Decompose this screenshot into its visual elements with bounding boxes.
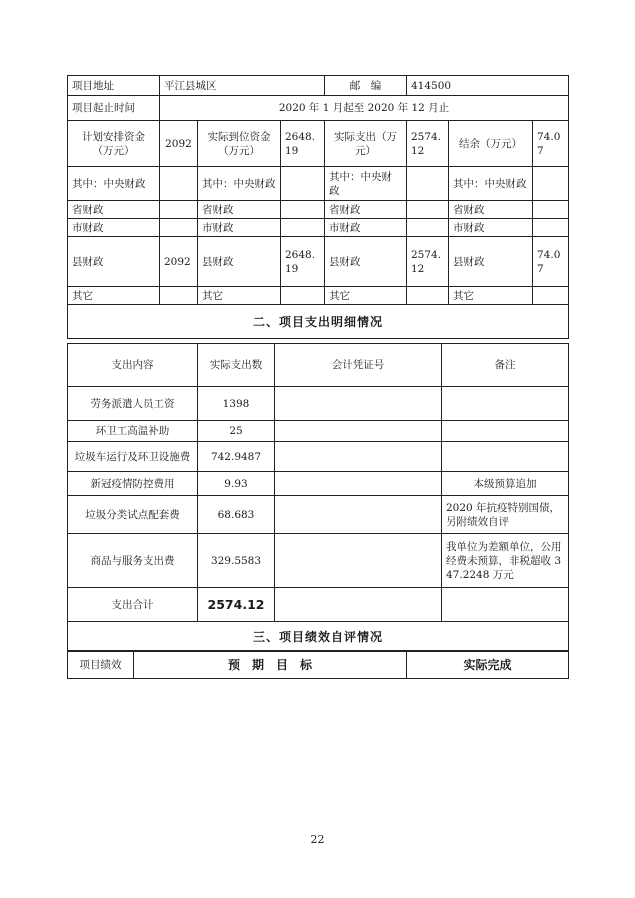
performance-header-row bbox=[68, 651, 569, 679]
funding-cell: 省财政 bbox=[449, 201, 533, 219]
funding-cell bbox=[281, 219, 325, 237]
section3-title: 三、项目绩效自评情况 bbox=[68, 622, 569, 652]
table-row bbox=[68, 534, 569, 588]
expenditure-header-row bbox=[68, 344, 569, 387]
funding-cell: 县财政 bbox=[449, 237, 533, 287]
total-note bbox=[442, 588, 569, 622]
funding-cell: 其中：中央财政 bbox=[325, 167, 407, 201]
funding-cell bbox=[533, 167, 569, 201]
funding-cell: 2092 bbox=[160, 237, 198, 287]
funding-cell: 县财政 bbox=[68, 237, 160, 287]
postcode-value: 414500 bbox=[407, 76, 569, 96]
funding-row-municipal bbox=[68, 219, 569, 237]
total-row bbox=[68, 588, 569, 622]
period-label: 项目起止时间 bbox=[68, 96, 160, 121]
planned-funds-value: 2092 bbox=[160, 121, 198, 167]
balance-value: 74.07 bbox=[533, 121, 569, 167]
section2-title-row bbox=[68, 305, 569, 339]
expected-target-header: 预 期 目 标 bbox=[134, 651, 407, 679]
funding-row-provincial bbox=[68, 201, 569, 219]
postcode-label: 邮 编 bbox=[325, 76, 407, 96]
actual-completion-header: 实际完成 bbox=[407, 651, 569, 679]
total-voucher bbox=[275, 588, 442, 622]
funding-cell bbox=[407, 219, 449, 237]
expense-item: 新冠疫情防控费用 bbox=[68, 472, 198, 496]
expense-note: 2020 年抗疫特别国债，另附绩效自评 bbox=[442, 496, 569, 534]
expense-note: 我单位为差额单位，公用经费未预算，非税超收 347.2248 万元 bbox=[442, 534, 569, 588]
funding-cell: 省财政 bbox=[198, 201, 281, 219]
funding-cell bbox=[281, 201, 325, 219]
table-row bbox=[68, 442, 569, 472]
expenditure-table bbox=[67, 343, 569, 652]
funding-cell: 2574.12 bbox=[407, 237, 449, 287]
expense-amount: 25 bbox=[198, 421, 275, 442]
performance-label: 项目绩效 bbox=[68, 651, 134, 679]
funding-row-county bbox=[68, 237, 569, 287]
page-number: 22 bbox=[310, 833, 325, 846]
expense-item: 商品与服务支出费 bbox=[68, 534, 198, 588]
expense-voucher bbox=[275, 421, 442, 442]
funding-cell: 省财政 bbox=[325, 201, 407, 219]
header-note: 备注 bbox=[442, 344, 569, 387]
header-voucher: 会计凭证号 bbox=[275, 344, 442, 387]
expense-note: 本级预算追加 bbox=[442, 472, 569, 496]
header-amount: 实际支出数 bbox=[198, 344, 275, 387]
funding-row-other bbox=[68, 287, 569, 305]
expense-amount: 329.5583 bbox=[198, 534, 275, 588]
funding-cell: 市财政 bbox=[68, 219, 160, 237]
expense-item: 环卫工高温补助 bbox=[68, 421, 198, 442]
funding-table bbox=[67, 75, 569, 339]
expense-voucher bbox=[275, 442, 442, 472]
funding-cell: 其中：中央财政 bbox=[449, 167, 533, 201]
funding-cell bbox=[160, 287, 198, 305]
received-funds-value: 2648.19 bbox=[281, 121, 325, 167]
funding-header-row bbox=[68, 121, 569, 167]
funding-cell: 2648.19 bbox=[281, 237, 325, 287]
period-row bbox=[68, 96, 569, 121]
funding-cell bbox=[160, 201, 198, 219]
period-value: 2020 年 1 月起至 2020 年 12 月止 bbox=[160, 96, 569, 121]
address-row bbox=[68, 76, 569, 96]
expense-voucher bbox=[275, 496, 442, 534]
funding-cell: 县财政 bbox=[325, 237, 407, 287]
funding-cell bbox=[533, 219, 569, 237]
table-row bbox=[68, 472, 569, 496]
funding-cell: 市财政 bbox=[198, 219, 281, 237]
funding-cell bbox=[160, 167, 198, 201]
expense-amount: 742.9487 bbox=[198, 442, 275, 472]
funding-cell: 其它 bbox=[449, 287, 533, 305]
funding-cell: 其它 bbox=[325, 287, 407, 305]
table-row bbox=[68, 387, 569, 421]
expense-voucher bbox=[275, 534, 442, 588]
expense-voucher bbox=[275, 387, 442, 421]
expense-note bbox=[442, 387, 569, 421]
expense-item: 垃圾车运行及环卫设施费 bbox=[68, 442, 198, 472]
expense-amount: 9.93 bbox=[198, 472, 275, 496]
expense-amount: 1398 bbox=[198, 387, 275, 421]
funding-cell: 其它 bbox=[68, 287, 160, 305]
actual-spent-label: 实际支出（万元） bbox=[325, 121, 407, 167]
balance-label: 结余（万元） bbox=[449, 121, 533, 167]
expense-item: 劳务派遣人员工资 bbox=[68, 387, 198, 421]
performance-table bbox=[67, 650, 569, 679]
funding-cell bbox=[407, 201, 449, 219]
planned-funds-label: 计划安排资金（万元） bbox=[68, 121, 160, 167]
funding-row-central bbox=[68, 167, 569, 201]
table-row bbox=[68, 421, 569, 442]
header-item: 支出内容 bbox=[68, 344, 198, 387]
expense-note bbox=[442, 442, 569, 472]
expense-note bbox=[442, 421, 569, 442]
funding-cell: 市财政 bbox=[449, 219, 533, 237]
actual-spent-value: 2574.12 bbox=[407, 121, 449, 167]
section2-title: 二、项目支出明细情况 bbox=[68, 305, 569, 339]
funding-cell bbox=[281, 287, 325, 305]
table-row bbox=[68, 496, 569, 534]
address-label: 项目地址 bbox=[68, 76, 160, 96]
funding-cell bbox=[533, 201, 569, 219]
funding-cell: 市财政 bbox=[325, 219, 407, 237]
section3-title-row bbox=[68, 622, 569, 652]
expense-voucher bbox=[275, 472, 442, 496]
received-funds-label: 实际到位资金（万元） bbox=[198, 121, 281, 167]
expense-amount: 68.683 bbox=[198, 496, 275, 534]
funding-cell: 县财政 bbox=[198, 237, 281, 287]
expense-item: 垃圾分类试点配套费 bbox=[68, 496, 198, 534]
funding-cell: 其中：中央财政 bbox=[68, 167, 160, 201]
total-value: 2574.12 bbox=[198, 588, 275, 622]
funding-cell: 其它 bbox=[198, 287, 281, 305]
funding-cell bbox=[407, 287, 449, 305]
total-label: 支出合计 bbox=[68, 588, 198, 622]
address-value: 平江县城区 bbox=[160, 76, 325, 96]
funding-cell: 其中：中央财政 bbox=[198, 167, 281, 201]
funding-cell bbox=[160, 219, 198, 237]
funding-cell bbox=[407, 167, 449, 201]
funding-cell bbox=[281, 167, 325, 201]
funding-cell: 省财政 bbox=[68, 201, 160, 219]
funding-cell bbox=[533, 287, 569, 305]
funding-cell: 74.07 bbox=[533, 237, 569, 287]
